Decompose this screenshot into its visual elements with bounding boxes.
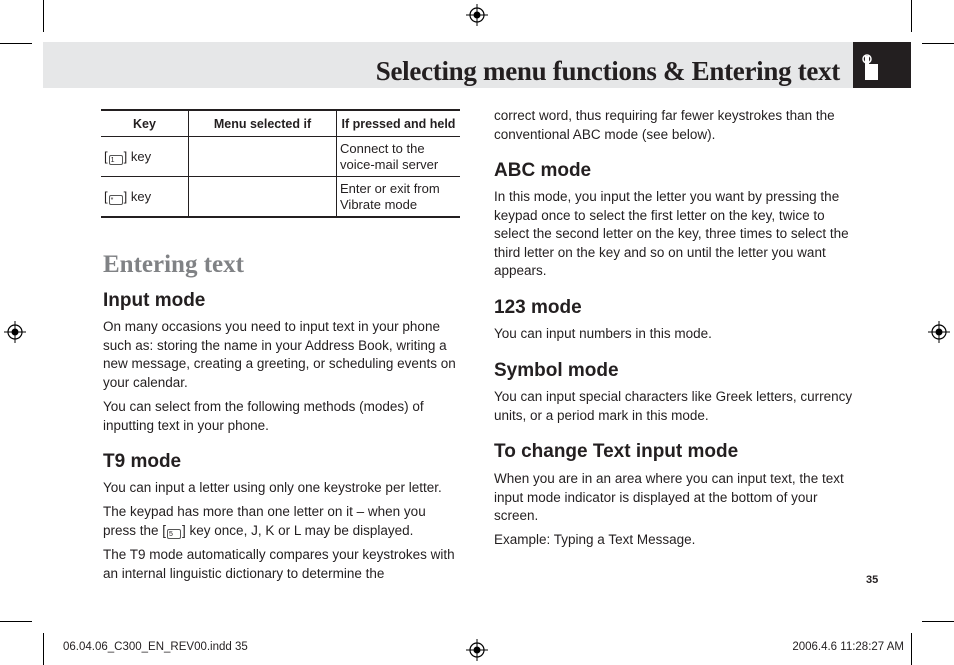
slug-timestamp: 2006.4.6 11:28:27 AM [792,641,904,653]
crop-mark [43,633,44,665]
page-number: 35 [866,574,879,586]
key-cell: [ 1 ] key [101,137,189,177]
t9-text: ] key once, J, K or L may be displayed. [182,522,414,538]
crop-mark [922,621,954,622]
continued-paragraph: correct word, thus requiring far fewer keystrokes than the conventional ABC mode (see below). [494,108,835,142]
pressed-held-cell: Enter or exit from Vibrate mode [337,177,461,218]
t9-mode-paragraph [103,503,459,540]
heading-change-mode: To change Text input mode [494,441,739,462]
table-row [101,137,460,177]
table-header-row [101,110,460,137]
crop-mark [922,43,954,44]
page-title: Selecting menu functions & Entering text [375,56,840,86]
registration-mark-icon [466,639,488,661]
change-mode-paragraph: When you are in an area where you can input text, the text input mode indicator is displayed at the bottom of your screen. [494,471,844,523]
section-title: Entering text [103,251,244,278]
t9-mode-paragraph: You can input a letter using only one keystroke per letter. [103,480,442,495]
column-header-menu-selected: Menu selected if [189,110,337,137]
change-mode-paragraph: Example: Typing a Text Message. [494,532,696,547]
registration-mark-icon [4,321,26,343]
input-mode-paragraph: You can select from the following methods (modes) of inputting text in your phone. [103,399,424,433]
input-mode-paragraph: On many occasions you need to input text in your phone such as: storing the name in your Address Book, writing a new message, creating a greeting, or scheduling events on your calendar. [103,319,456,390]
key-label: key [130,188,152,204]
symbol-mode-paragraph: You can input special characters like Greek letters, currency units, or a period mark in this mode. [494,389,853,423]
crop-mark [43,0,44,32]
key-label: key [130,148,152,164]
t9-mode-paragraph: The T9 mode automatically compares your keystrokes with an internal linguistic dictionary to determine the [103,547,455,581]
key-cell: [ * ] key [101,177,189,218]
chapter-tab [853,42,911,88]
menu-selected-cell [189,137,337,177]
key-5-icon: 5 [167,529,181,539]
table-row [101,177,460,218]
abc-mode-paragraph: In this mode, you input the letter you want by pressing the keypad once to select the first letter on the key, twice to select the second letter on the key, three times to select the third letter on the key and so on until the letter you want appears. [494,189,849,278]
heading-symbol-mode: Symbol mode [494,360,619,381]
registration-mark-icon [928,321,950,343]
slug-filename: 06.04.06_C300_EN_REV00.indd 35 [63,641,248,653]
registration-mark-icon [466,4,488,26]
crop-mark [911,633,912,665]
key-star-icon: * [109,195,123,205]
menu-selected-cell [189,177,337,218]
heading-t9-mode: T9 mode [103,451,182,472]
crop-mark [0,621,32,622]
mode-123-paragraph: You can input numbers in this mode. [494,326,712,341]
heading-123-mode: 123 mode [494,297,582,318]
column-header-pressed-held: If pressed and held [337,110,461,137]
crop-mark [911,0,912,32]
pressed-held-cell: Connect to the voice-mail server [337,137,461,177]
column-header-key: Key [101,110,189,137]
heading-input-mode: Input mode [103,290,206,311]
crop-mark [0,43,32,44]
hand-pointer-icon [859,52,883,84]
key-functions-table [101,109,460,218]
key-1-icon: 1 [109,155,123,165]
heading-abc-mode: ABC mode [494,160,592,181]
t9-text: The keypad has more than one letter on it – when you press the [ [103,504,426,538]
